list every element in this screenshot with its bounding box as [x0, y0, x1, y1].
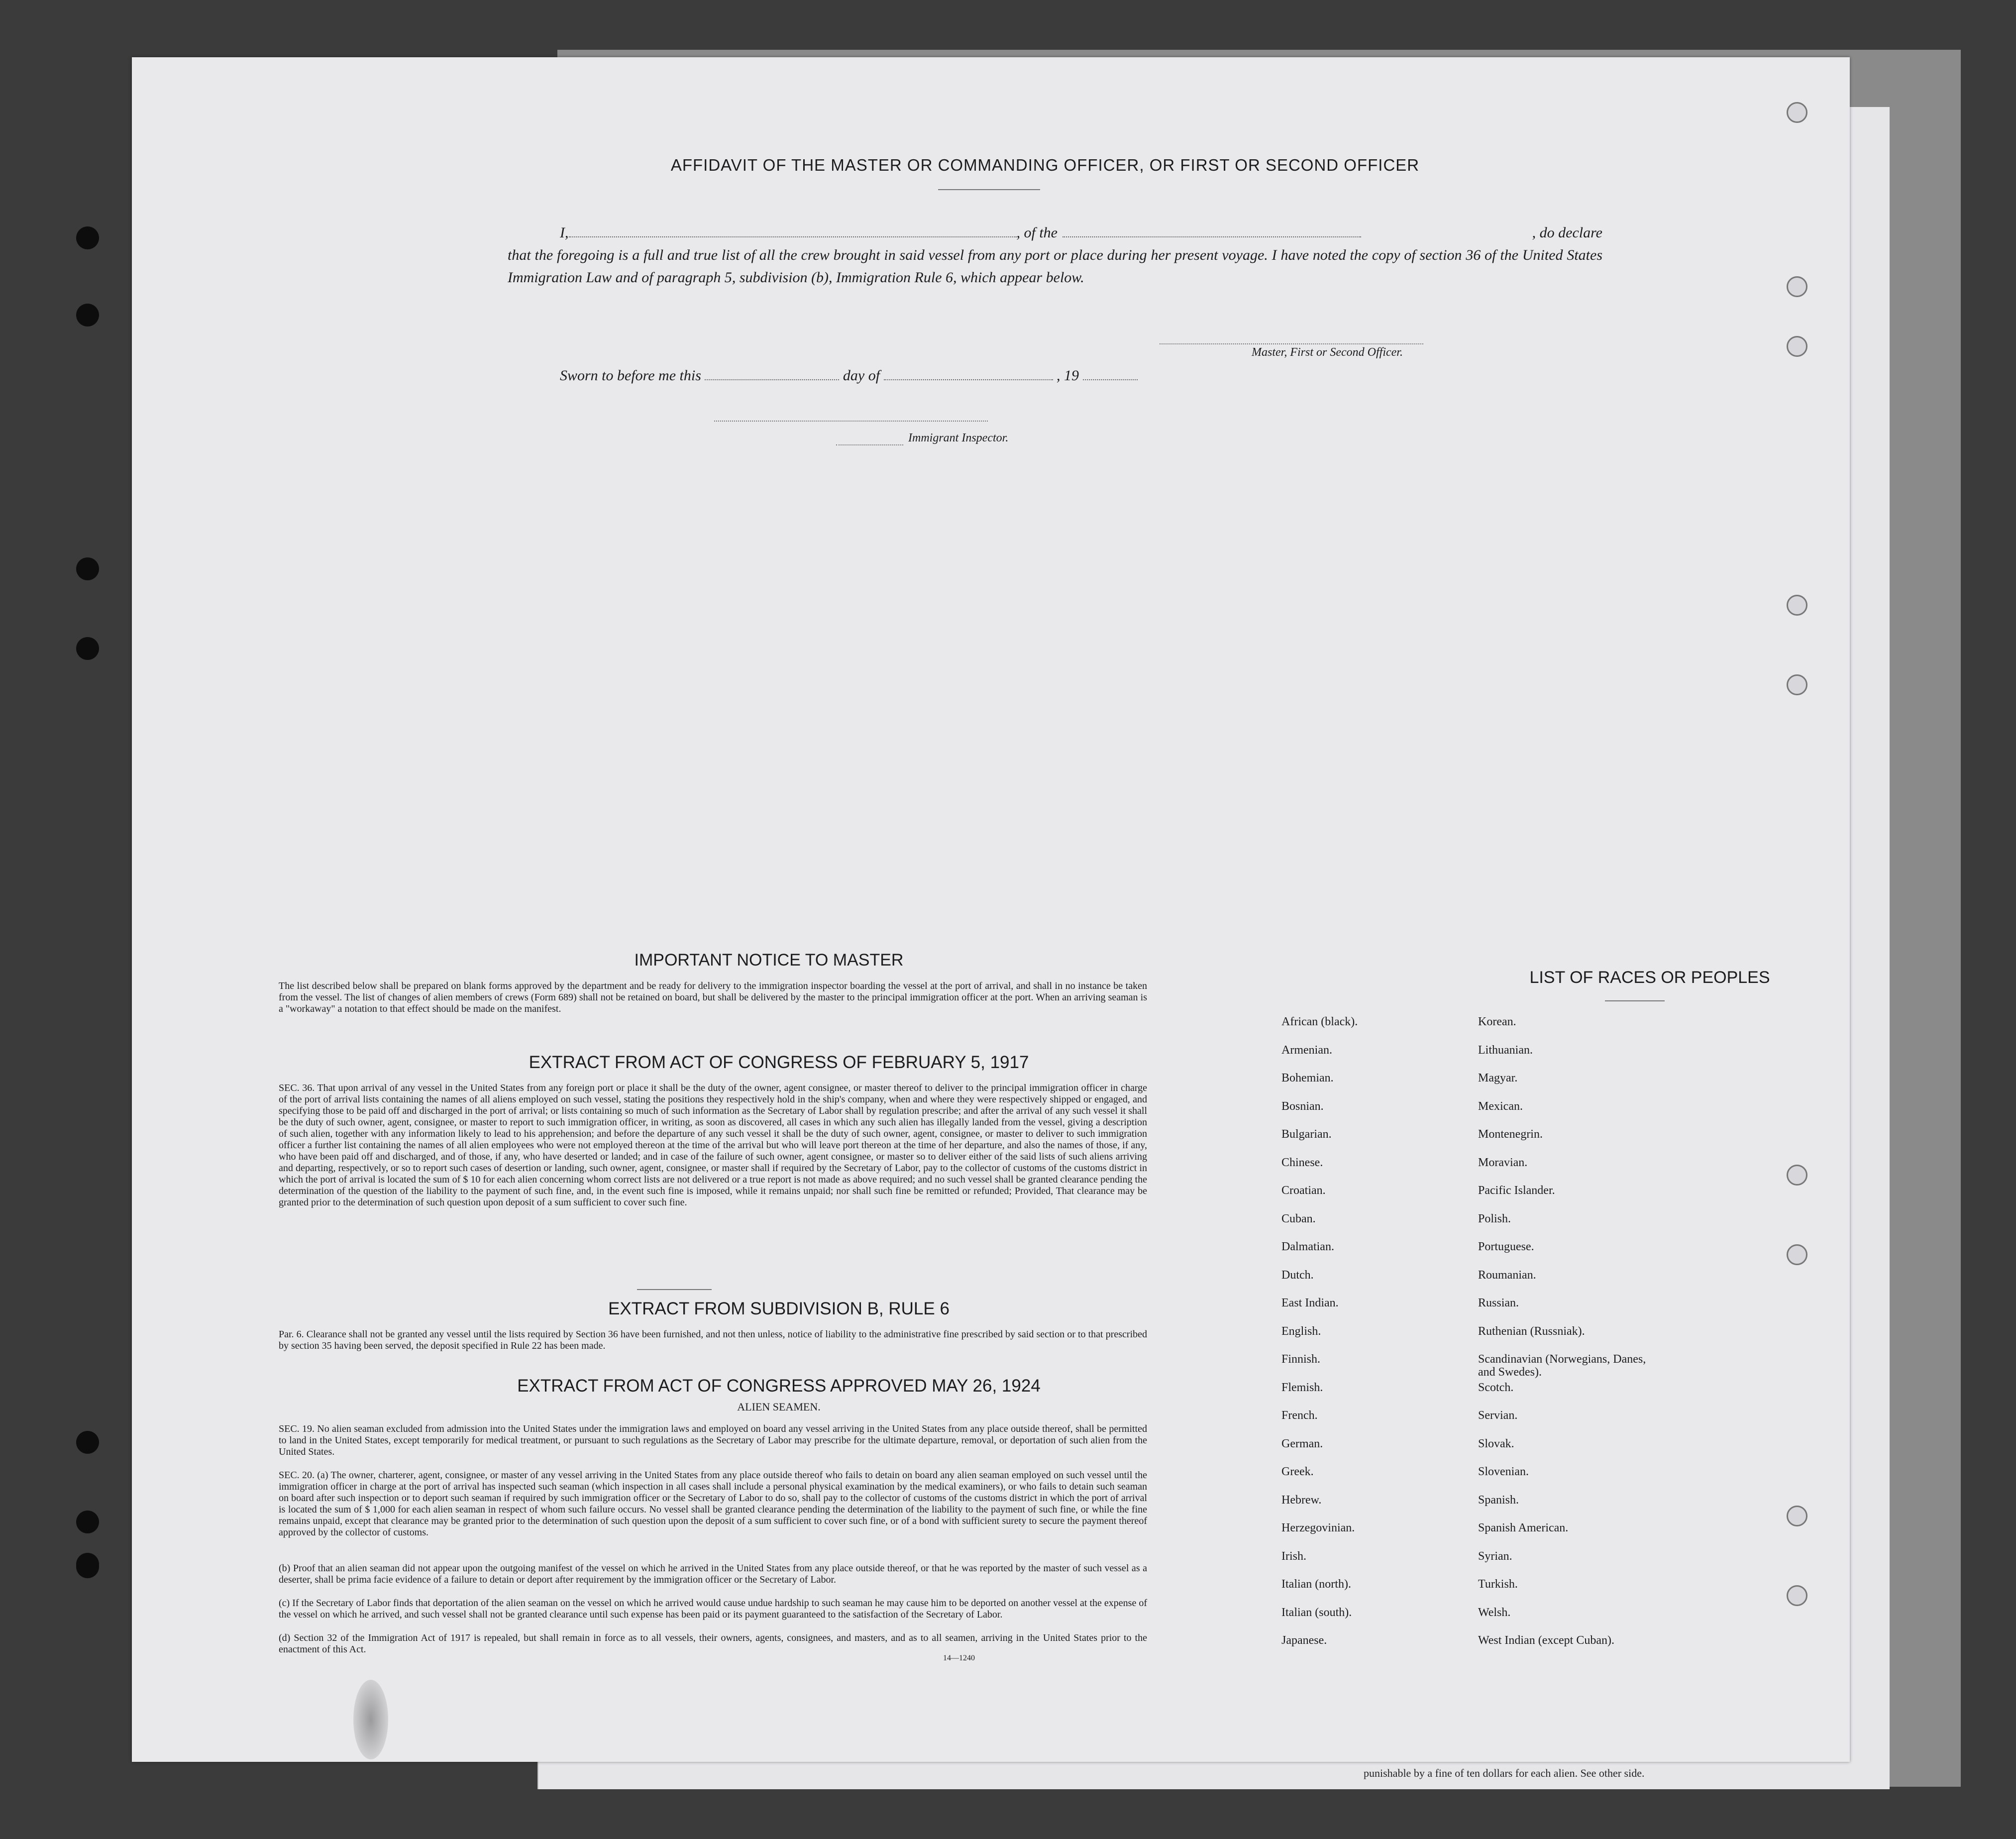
punch-mark	[1787, 102, 1807, 123]
race-item: Finnish.	[1281, 1353, 1321, 1366]
race-item: Hebrew.	[1281, 1493, 1322, 1507]
binder-hole	[76, 557, 99, 580]
extract-1924-sec20c: (c) If the Secretary of Labor finds that deportation of the alien seaman on the vessel on which he arrived would cause undue hardship to such seaman he may cause him to be deported on another vessel at the expense of the vessel on which he arrived, and such vessel shall not be granted clearance until such expense has been paid or its payment guaranteed to the satisfaction of the Secretary of Labor.	[279, 1598, 1147, 1620]
inspector-dots	[836, 444, 903, 445]
race-item: Turkish.	[1478, 1578, 1518, 1591]
extract-1924-sec20d: (d) Section 32 of the Immigration Act of 1917 is repealed, but shall remain in force as to all vessels, their owners, agents, consignees, and masters, and as to all seamen, arriving in the United States prior to the enactment of this Act.	[279, 1632, 1147, 1655]
binder-hole	[76, 226, 99, 249]
punch-mark	[1787, 336, 1807, 357]
sworn-prefix: Sworn to before me this	[560, 367, 701, 384]
race-item: Portuguese.	[1478, 1240, 1534, 1253]
affidavit-first-line	[508, 221, 1602, 244]
sworn-day-field	[705, 366, 839, 380]
binder-hole	[76, 1555, 99, 1578]
punch-mark	[1787, 1244, 1807, 1265]
race-item: Scotch.	[1478, 1381, 1514, 1394]
binder-hole	[76, 1511, 99, 1533]
sworn-day-of: day of	[843, 367, 880, 384]
underlying-page-footer-text: punishable by a fine of ten dollars for each alien. See other side.	[1364, 1767, 1645, 1779]
important-notice-title: IMPORTANT NOTICE TO MASTER	[634, 951, 904, 970]
punch-mark	[1787, 276, 1807, 297]
race-item: Dalmatian.	[1281, 1240, 1334, 1253]
race-item: Pacific Islander.	[1478, 1184, 1555, 1197]
race-item: Bohemian.	[1281, 1072, 1334, 1084]
race-item: Flemish.	[1281, 1381, 1323, 1394]
race-item: Greek.	[1281, 1465, 1314, 1478]
race-item: Roumanian.	[1478, 1268, 1536, 1282]
race-item: Polish.	[1478, 1212, 1511, 1225]
race-item: Lithuanian.	[1478, 1043, 1533, 1057]
race-item: Slovenian.	[1478, 1465, 1529, 1478]
sworn-year-field	[1083, 366, 1138, 380]
extract-1924-title: EXTRACT FROM ACT OF CONGRESS APPROVED MAY 26, 1924	[517, 1376, 1041, 1396]
races-rule	[1605, 1000, 1665, 1001]
affidavit-title: AFFIDAVIT OF THE MASTER OR COMMANDING OFFICER, OR FIRST OR SECOND OFFICER	[670, 156, 1420, 174]
ink-smudge	[353, 1680, 388, 1759]
race-item: Moravian.	[1478, 1156, 1528, 1169]
sworn-year: , 19	[1057, 367, 1079, 384]
race-item: Syrian.	[1478, 1549, 1512, 1563]
race-item: Japanese.	[1281, 1634, 1327, 1647]
race-item: Italian (north).	[1281, 1578, 1351, 1591]
races-title: LIST OF RACES OR PEOPLES	[1529, 968, 1770, 987]
name-field-line	[569, 223, 1017, 237]
race-item: Armenian.	[1281, 1043, 1332, 1057]
race-item: Magyar.	[1478, 1072, 1518, 1084]
binder-hole	[76, 304, 99, 326]
race-item: Bulgarian.	[1281, 1128, 1332, 1141]
extract-rule6-text: Par. 6. Clearance shall not be granted any vessel until the lists required by Section 36 have been furnished, and not then unless, notice of liability to the administrative fine prescribed by said section or to that prescribed by section 35 having been served, the deposit specified in Rule 22 has been made.	[279, 1329, 1147, 1351]
race-item: East Indian.	[1281, 1297, 1339, 1309]
race-item: Russian.	[1478, 1297, 1519, 1309]
punch-mark	[1787, 1506, 1807, 1526]
extract-rule6-title: EXTRACT FROM SUBDIVISION B, RULE 6	[608, 1299, 950, 1318]
punch-mark	[1787, 595, 1807, 616]
race-item: Croatian.	[1281, 1184, 1326, 1197]
title-rule	[938, 189, 1040, 190]
sworn-line	[560, 366, 1138, 384]
affidavit-of-the: , of the	[1016, 224, 1058, 241]
race-item: German.	[1281, 1437, 1323, 1450]
race-item: Bosnian.	[1281, 1099, 1324, 1113]
affidavit-body	[508, 221, 1602, 289]
section-rule	[637, 1289, 712, 1290]
race-item: Korean.	[1478, 1015, 1516, 1028]
race-item: Ruthenian (Russniak).	[1478, 1324, 1585, 1338]
race-item: Scandinavian (Norwegians, Danes, and Swedes).	[1478, 1353, 1646, 1379]
form-number: 14—1240	[943, 1654, 975, 1662]
extract-1917-text: SEC. 36. That upon arrival of any vessel in the United States from any foreign port or place it shall be the duty of the owner, agent consignee, or master thereof to deliver to the principal immigration officer in charge of the port of arrival lists containing the names of all aliens employed on such vessel, stating the positions they respectively hold in the ship's company, when and where they were respectively shipped or engaged, and specifying those to be paid off and discharged in the port of arrival; or lists containing so much of such information as the Secretary of Labor shall by regulation prescribe; and after the arrival of any such vessel it shall be the duty of such owner, agent, consignee, or master to report to such immigration officer, in writing, as soon as discovered, all cases in which any such alien has illegally landed from the vessel, giving a description of such alien, together with any information likely to lead to his apprehension; and before the departure of any such vessel it shall be the duty of such owner, agent, consignee, or master to deliver to such immigration officer a further list containing the names of all alien employees who were not employed thereon at the time of the arrival but who will leave port thereon at the time of her departure, and also the names of those, if any, who have been paid off and discharged, and of those, if any, who have deserted or landed; and in case of the failure of such owner, agent consignee, or master so to deliver either of the said lists of such aliens arriving and departing, respectively, or so to report such cases of desertion or landing, such owner, agent, consignee, or master shall if required by the Secretary of Labor, pay to the collector of customs of the customs district in which the port of arrival is located the sum of $ 10 for each alien concerning whom correct lists are not delivered or a true report is not made as above required; and no such vessel shall be granted clearance pending the determination of the question of the liability to the payment of such fine, and, in the event such fine is imposed, while it remains unpaid; nor shall such fine be remitted or refunded; Provided, That clearance may be granted prior to the determination of such question upon deposit of a sum sufficient to cover such fine.	[279, 1082, 1147, 1208]
extract-1924-subtitle: ALIEN SEAMEN.	[737, 1401, 821, 1413]
extract-1924-sec19: SEC. 19. No alien seaman excluded from admission into the United States under the immigration laws and employed on board any vessel arriving in the United States from any place outside thereof, shall be permitted to land in the United States, except temporarily for medical treatment, or pursuant to such regulations as the Secretary of Labor may prescribe for the ultimate departure, removal, or deportation of such alien from the United States.	[279, 1423, 1147, 1457]
sworn-month-field	[884, 366, 1053, 380]
race-item: French.	[1281, 1409, 1318, 1422]
race-item: Dutch.	[1281, 1268, 1314, 1282]
race-item: Spanish American.	[1478, 1521, 1569, 1534]
race-item: Irish.	[1281, 1549, 1306, 1563]
affidavit-do-declare: , do declare	[1532, 224, 1602, 241]
race-item: West Indian (except Cuban).	[1478, 1634, 1614, 1647]
race-item: Italian (south).	[1281, 1606, 1352, 1619]
race-item: Welsh.	[1478, 1606, 1511, 1619]
punch-mark	[1787, 1585, 1807, 1606]
manifest-page	[132, 57, 1850, 1762]
race-item: English.	[1281, 1324, 1321, 1338]
extract-1924-sec20a: SEC. 20. (a) The owner, charterer, agent, consignee, or master of any vessel arriving in the United States from any place outside thereof who fails to detain on board any alien seaman employed on such vessel until the immigration officer in charge at the port of arrival has inspected such seaman (which inspection in all cases shall include a personal physical examination by the medical examiners), or who fails to detain such seaman on board after such inspection or to deport such seaman if required by such immigration officer or the Secretary of Labor to do so, shall pay to the collector of customs of the customs district in which the port of arrival is located the sum of $ 1,000 for each alien seaman in respect of whom such failure occurs. No vessel shall be granted clearance pending the determination of the liability to the payment of such fine, or while the fine remains unpaid, except that clearance may be granted prior to the determination of such question upon the deposit of a sum sufficient to cover such fine, or of a bond with sufficient surety to secure the payment thereof approved by the collector of customs.	[279, 1470, 1147, 1538]
extract-1917-title: EXTRACT FROM ACT OF CONGRESS OF FEBRUARY 5, 1917	[529, 1053, 1029, 1072]
punch-mark	[1787, 1165, 1807, 1186]
race-item: Spanish.	[1478, 1493, 1519, 1507]
race-item: Mexican.	[1478, 1099, 1523, 1113]
inspector-label: Immigrant Inspector.	[908, 432, 1009, 444]
race-item: African (black).	[1281, 1015, 1358, 1028]
master-signature-label: Master, First or Second Officer.	[1252, 346, 1403, 359]
affidavit-i: I,	[560, 224, 569, 241]
binder-hole	[76, 1431, 99, 1454]
race-item: Slovak.	[1478, 1437, 1514, 1450]
race-item: Servian.	[1478, 1409, 1518, 1422]
binder-hole	[76, 637, 99, 660]
extract-1924-sec20b: (b) Proof that an alien seaman did not appear upon the outgoing manifest of the vessel on which he arrived in the United States from any place outside thereof, or that he was reported by the master of such vessel as a deserter, shall be prima facie evidence of a failure to detain or deport after requirement by the immigration officer or the Secretary of Labor.	[279, 1563, 1147, 1585]
important-notice-text: The list described below shall be prepared on blank forms approved by the department and be ready for delivery to the immigration inspector boarding the vessel at the port of arrival, and shall in no instance be taken from the vessel. The list of changes of alien members of crews (Form 689) shall not be retained on board, but shall be delivered by the master to the principal immigration officer at the port. When an arriving seaman is a "workaway" a notation to that effect should be made on the manifest.	[279, 980, 1147, 1014]
inspector-signature-line	[714, 421, 988, 422]
race-item: Herzegovinian.	[1281, 1521, 1355, 1534]
affidavit-text: that the foregoing is a full and true list of all the crew brought in said vessel from any port or place during her present voyage. I have noted the copy of section 36 of the United States Immigration Law and of paragraph 5, subdivision (b), Immigration Rule 6, which appear below.	[508, 247, 1602, 286]
race-item: Cuban.	[1281, 1212, 1316, 1225]
race-item: Montenegrin.	[1478, 1128, 1543, 1141]
master-signature-line	[1160, 343, 1423, 344]
vessel-field-line	[1062, 223, 1361, 237]
punch-mark	[1787, 674, 1807, 695]
race-item: Chinese.	[1281, 1156, 1323, 1169]
